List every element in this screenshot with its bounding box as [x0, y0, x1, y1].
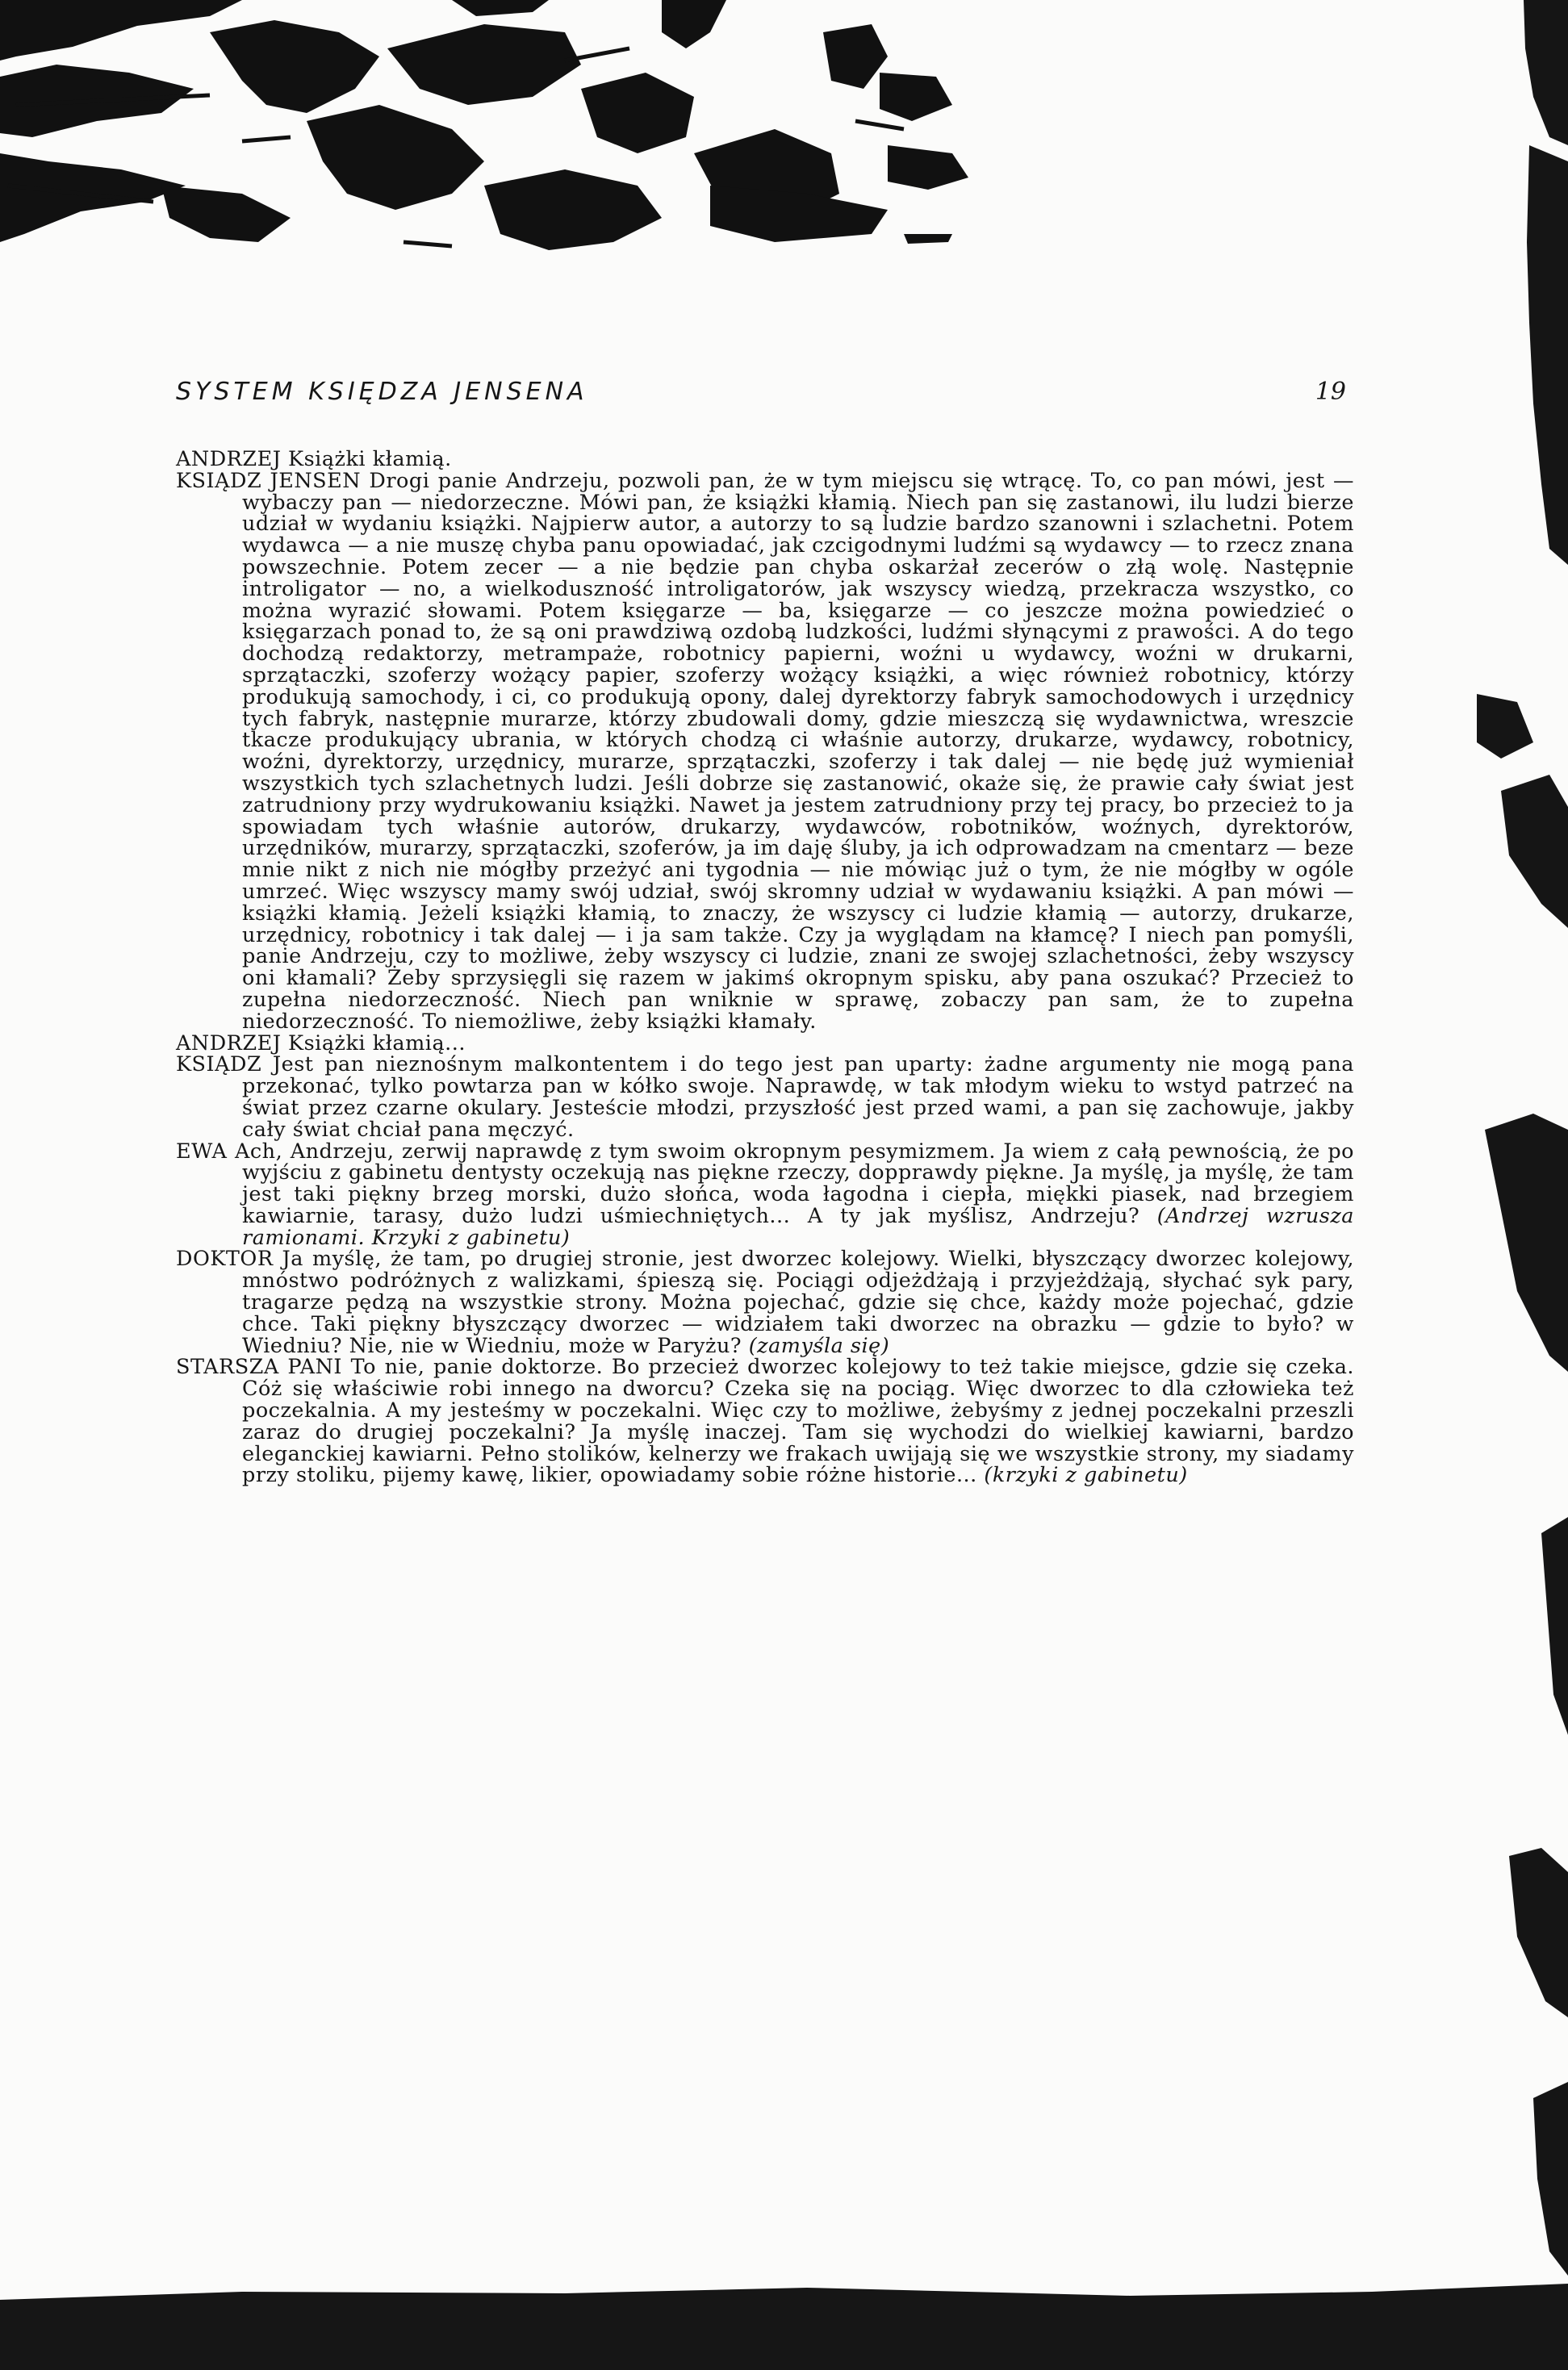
speaker-name: ANDRZEJ: [176, 1030, 282, 1055]
speaker-name: KSIĄDZ: [176, 1052, 262, 1077]
speech-text: Jest pan nieznośnym malkontentem i do tego jest pan uparty: żadne argumenty nie mogą pana przekonać, tylko powtarza pan w kółko swoje. Naprawdę, w tak młodym wieku to wstyd patrzeć na świat przez czarne okulary. Jesteście młodzi, przyszłość jest przed wami, a pan się zachowuje, jakby cały świat chciał pana męczyć.: [242, 1052, 1355, 1142]
speech-ewa: [176, 1141, 1354, 1249]
speech-text: Drogi panie Andrzeju, pozwoli pan, że w tym miejscu się wtrącę. To, co pan mówi, jest — wybaczy pan — niedorzeczne. Mówi pan, że książki kłamią. Niech pan się zastanowi, ilu ludzi bierze udział w wydaniu książki. Najpierw autor, a autorzy to są ludzie bardzo szanowni i szlachetni. Potem wydawca — a nie muszę chyba panu opowiadać, jak czcigodnymi ludźmi są wydawcy — to rzecz znana powszechnie. Potem zecer — a nie będzie pan chyba oskarżał zecerów o złą wolę. Następnie introligator — no, a wielkoduszność introligatorów, jak wszyscy wiedzą, przekracza wszystko, co można wyrazić słowami. Potem księgarze — ba, księgarze — co jeszcze można powiedzieć o księgarzach ponad to, że są oni prawdziwą ozdobą ludzkości, ludźmi słynącymi z prawości. A do tego dochodzą redaktorzy, metrampaże, robotnicy papierni, woźni u wydawcy, woźni w drukarni, sprzątaczki, szoferzy wożący papier, szoferzy wożący książki, a więc również robotnicy, którzy produkują samochody, i ci, co produkują opony, dalej dyrektorzy fabryk samochodowych i urzędnicy tych fabryk, następnie murarze, którzy zbudowali domy, gdzie mieszczą się wydawnictwa, wreszcie tkacze produkujący ubrania, w których chodzą ci właśnie autorzy, drukarze, wydawcy, robotnicy, woźni, dyrektorzy, urzędnicy, murarze, sprzątaczki, szoferzy i tak dalej — nie będę już wymieniał wszystkich tych szlachetnych ludzi. Jeśli dobrze się zastanowić, okaże się, że prawie cały świat jest zatrudniony przy wydrukowaniu książki. Nawet ja jestem zatrudniony przy tej pracy, bo przecież to ja spowiadam tych właśnie autorów, drukarzy, wydawców, robotników, woźnych, dyrektorów, urzędników, murarzy, sprzątaczki, szoferów, ja im daję śluby, ja ich odprowadzam na cmentarz — beze mnie nikt z nich nie mógłby przeżyć ani tygodnia — nie mówiąc już o tym, że nie mógłby w ogóle umrzeć. Więc wszyscy mamy swój udział, swój skromny udział w wydawaniu książki. A pan mówi — książki kłamią. Jeżeli książki kłamią, to znaczy, że wszyscy ci ludzie kłamią — autorzy, drukarze, urzędnicy, robotnicy i tak dalej — i ja sam także. Czy ja wyglądam na kłamcę? I niech pan pomyśli, panie Andrzeju, czy to możliwe, żeby wszyscy ci ludzie, znani ze swojej szlachetności, żeby wszyscy oni kłamali? Żeby sprzysięgli się razem w jakimś okropnym spisku, aby pana oszukać? Przecież to zupełna niedorzeczność. Niech pan wniknie w sprawę, zobaczy pan sam, że to zupełna niedorzeczność. To niemożliwe, żeby książki kłamały.: [242, 468, 1355, 1034]
speaker-name: KSIĄDZ JENSEN: [176, 468, 362, 493]
speaker-name: EWA: [176, 1139, 228, 1164]
stage-direction: (Andrzej wzrusza ramionami. Krzyki z gabinetu): [242, 1203, 1355, 1250]
speech-ksiadz-jensen: [176, 470, 1354, 1033]
speech-ksiadz: [176, 1054, 1354, 1140]
speech-andrzej-2: [176, 1030, 1354, 1055]
dialogue-body: [176, 449, 1354, 1486]
speech-andrzej-1: [176, 449, 1354, 470]
stage-direction: (zamyśla się): [748, 1333, 890, 1358]
right-edge-illustration: [1453, 0, 1568, 2370]
speech-text: Ja myślę, że tam, po drugiej stronie, jest dworzec kolejowy. Wielki, błyszczący dworzec kolejowy, mnóstwo podróżnych z walizkami, śpieszą się. Pociągi odjeżdżają i przyjeżdżają, słychać syk pary, tragarze pędzą na wszystkie strony. Można pojechać, gdzie się chce, każdy może pojechać, gdzie chce. Taki piękny błyszczący dworzec — widziałem taki dworzec na obrazku — gdzie to było? w Wiedniu? Nie, nie w Wiedniu, może w Paryżu?: [242, 1247, 1354, 1358]
speaker-name: DOKTOR: [176, 1247, 274, 1272]
speech-doktor: [176, 1248, 1354, 1356]
stage-direction: (krzyki z gabinetu): [984, 1463, 1188, 1488]
speech-text: Książki kłamią.: [288, 447, 452, 471]
header-illustration: [0, 0, 1568, 266]
speech-text: Ach, Andrzeju, zerwij naprawdę z tym swoim okropnym pesymizmem. Ja wiem z całą pewnością, że po wyjściu z gabinetu dentysty oczekują nas piękne rzeczy, dopprawdy piękne. Ja myślę, ja myślę, że tam jest taki piękny brzeg morski, dużo słońca, woda łagodna i ciepła, miękki piasek, nad brzegiem kawiarnie, tarasy, dużo ludzi uśmiechniętych... A ty jak myślisz, Andrzeju?: [234, 1139, 1354, 1228]
running-head: [176, 378, 1346, 410]
speech-text: To nie, panie doktorze. Bo przecież dworzec kolejowy to też takie miejsce, gdzie się czeka. Cóż się właściwie robi innego na dworcu? Czeka się na pociąg. Więc dworzec to dla człowieka też poczekalnia. A my jesteśmy w poczekalni. Więc czy to możliwe, żebyśmy z jednej poczekalni przeszli zaraz do drugiej poczekalni? Ja myślę inaczej. Tam się wychodzi do wielkiej kawiarni, bardzo eleganckiej kawiarni. Pełno stolików, kelnerzy we frakach uwijają się we wszystkie strony, my siadamy przy stoliku, pijemy kawę, likier, opowiadamy sobie różne historie...: [242, 1355, 1354, 1488]
running-title: SYSTEM KSIĘDZA JENSENA: [176, 378, 588, 406]
bottom-edge-illustration: [0, 2251, 1568, 2370]
speech-starsza-pani: [176, 1356, 1354, 1486]
speech-text: Książki kłamią...: [288, 1030, 466, 1055]
page-number: 19: [1315, 378, 1346, 406]
speaker-name: STARSZA PANI: [176, 1355, 343, 1380]
speaker-name: ANDRZEJ: [176, 447, 282, 471]
